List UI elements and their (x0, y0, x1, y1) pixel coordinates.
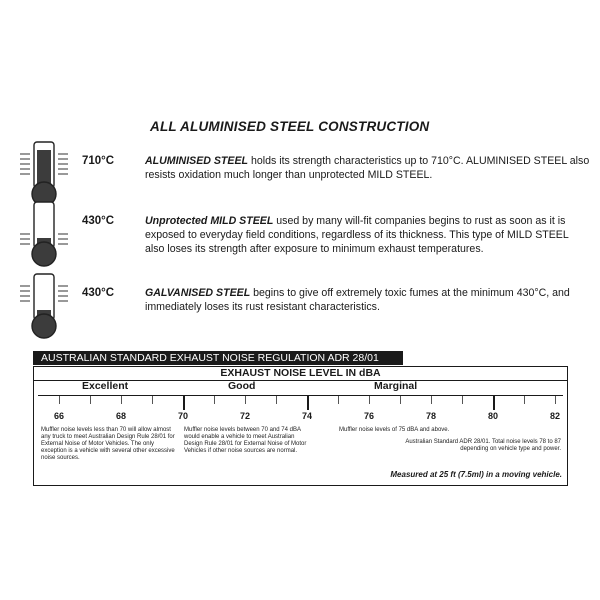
scale-label: 68 (115, 411, 127, 421)
scale-tick (400, 396, 401, 404)
note-marginal: Muffler noise levels of 75 dBA and above. (339, 427, 450, 433)
scale-label: 80 (487, 411, 499, 421)
scale-tick (90, 396, 91, 404)
regulation-header: AUSTRALIAN STANDARD EXHAUST NOISE REGULATION ADR 28/01 (33, 351, 403, 365)
scale-tick (338, 396, 339, 404)
scale-label: 76 (363, 411, 375, 421)
thermometer-icon (16, 200, 72, 270)
steel-name: GALVANISED STEEL (145, 287, 251, 299)
scale-tick (524, 396, 525, 404)
scale-label: 72 (239, 411, 251, 421)
scale-tick (431, 396, 432, 404)
scale-tick (245, 396, 246, 404)
page-title: ALL ALUMINISED STEEL CONSTRUCTION (150, 119, 430, 134)
temperature-label: 710°C (82, 155, 115, 167)
steel-text: used by many will-fit companies begins to rust as soon as it is exposed to everyday field conditions, regardless of its thickness. This type of MILD STEEL also loses its strength after exposure to minimum exhaust temperatures. (145, 215, 569, 255)
scale-tick (214, 396, 215, 404)
noise-scale-title: EXHAUST NOISE LEVEL IN dBA (34, 367, 567, 381)
scale-tick (276, 396, 277, 404)
steel-name: ALUMINISED STEEL (145, 155, 248, 167)
scale-label: 74 (301, 411, 313, 421)
scale-tick (152, 396, 153, 404)
temperature-label: 430°C (82, 215, 115, 227)
scale-axis-line (38, 395, 563, 396)
measurement-note: Measured at 25 ft (7.5ml) in a moving vehicle. (390, 470, 562, 479)
scale-tick (462, 396, 463, 404)
steel-name: Unprotected MILD STEEL (145, 215, 274, 227)
category-good: Good (228, 380, 256, 392)
temperature-label: 430°C (82, 287, 115, 299)
steel-description (145, 214, 590, 256)
steel-description (145, 154, 590, 182)
scale-major-tick (493, 396, 495, 410)
steel-row-galvanised (0, 272, 600, 342)
scale-label: 78 (425, 411, 437, 421)
scale-tick (121, 396, 122, 404)
thermometer-icon (16, 272, 72, 342)
steel-description (145, 286, 590, 314)
scale-tick (59, 396, 60, 404)
category-excellent: Excellent (82, 380, 129, 392)
steel-text: begins to give off extremely toxic fumes at the minimum 430°C, and immediately loses its rust resistant characteristics. (145, 287, 570, 313)
scale-tick (369, 396, 370, 404)
steel-row-mild (0, 200, 600, 270)
note-standard: Australian Standard ADR 28/01. Total noise levels 78 to 87 depending on vehicle type and power. (405, 439, 561, 452)
scale-tick (555, 396, 556, 404)
category-marginal: Marginal (374, 380, 418, 392)
scale-label: 70 (177, 411, 189, 421)
steel-text: holds its strength characteristics up to 710°C. ALUMINISED STEEL also resists oxidation much longer than unprotected MILD STEEL. (145, 155, 590, 181)
scale-major-tick (183, 396, 185, 410)
scale-major-tick (307, 396, 309, 410)
scale-label: 82 (549, 411, 561, 421)
scale-label: 66 (53, 411, 65, 421)
noise-scale-panel (33, 366, 568, 486)
note-excellent: Muffler noise levels less than 70 will allow almost any truck to meet Australian Design Rule 28/01 for External Noise of Motor Vehicles. The only exception is a vehicle with several other excessive noise sources. (41, 427, 175, 461)
note-good: Muffler noise levels between 70 and 74 dBA would enable a vehicle to meet Australian Design Rule 28/01 for External Noise of Motor Vehicles if other noise sources are normal. (184, 427, 307, 454)
